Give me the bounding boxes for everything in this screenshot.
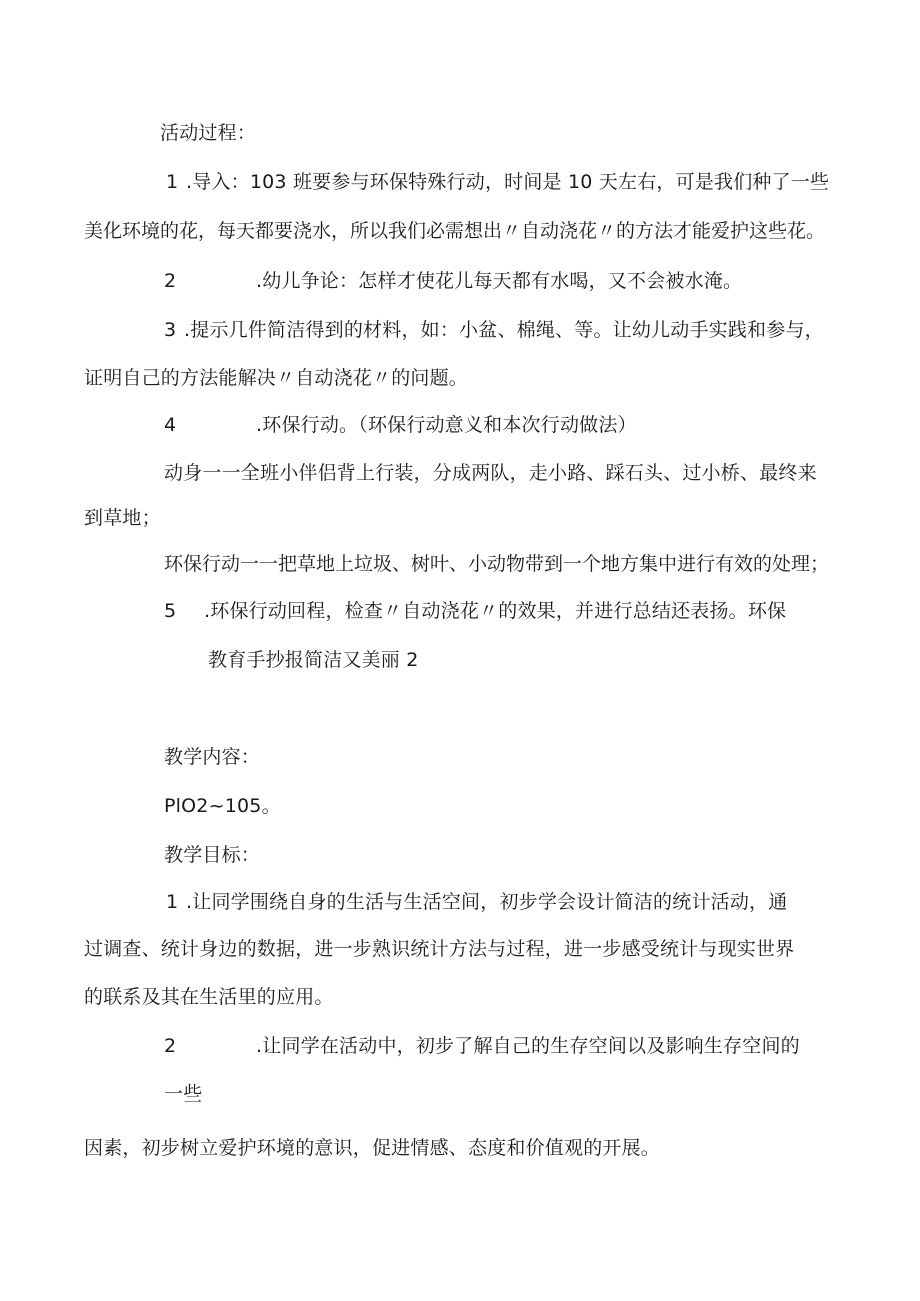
paragraph-line: 的联系及其在生活里的应用。: [84, 986, 334, 1008]
paragraph-line: .幼儿争论：怎样才使花儿每天都有水喝，又不会被水淹。: [256, 270, 743, 292]
paragraph-line: .环保行动回程，检查〃自动浇花〃的效果，并进行总结还表扬。环保: [204, 600, 787, 622]
teaching-content-value: PlO2~105。: [164, 795, 281, 817]
paragraph-line: 动身一一全班小伴侣背上行装，分成两队，走小路、踩石头、过小桥、最终来: [164, 462, 817, 484]
teaching-content-label: 教学内容：: [164, 746, 261, 768]
paragraph-line: .导入：103 班要参与环保特殊行动，时间是 10 天左右，可是我们种了一些: [186, 171, 830, 193]
paragraph-line: 因素，初步树立爱护环境的意识，促进情感、态度和价值观的开展。: [84, 1137, 661, 1159]
item-number: 1: [166, 171, 179, 193]
paragraph-line: .提示几件简洁得到的材料，如：小盆、棉绳、等。让幼儿动手实践和参与，: [184, 319, 824, 341]
subtitle: 教育手抄报简洁又美丽 2: [208, 649, 419, 671]
teaching-goal-label: 教学目标：: [164, 844, 261, 866]
paragraph-line: .让同学围绕自身的生活与生活空间，初步学会设计简洁的统计活动，通: [186, 891, 788, 913]
item-number: 2: [164, 1035, 177, 1057]
paragraph-line: 美化环境的花，每天都要浇水，所以我们必需想出〃自动浇花〃的方法才能爱护这些花。: [84, 220, 826, 242]
item-number: 2: [164, 270, 177, 292]
paragraph-line: 环保行动一一把草地上垃圾、树叶、小动物带到一个地方集中进行有效的处理；: [164, 553, 830, 575]
item-number: 5: [164, 600, 177, 622]
paragraph-line: 到草地；: [84, 507, 161, 529]
item-number: 3: [164, 319, 177, 341]
section-title-activity-process: 活动过程：: [160, 122, 257, 144]
paragraph-line: 证明自己的方法能解决〃自动浇花〃的问题。: [84, 367, 469, 389]
item-number: 1: [166, 891, 179, 913]
paragraph-line: 过调查、统计身边的数据，进一步熟识统计方法与过程，进一步感受统计与现实世界: [84, 938, 795, 960]
item-number: 4: [164, 414, 177, 436]
paragraph-line: .环保行动。（环保行动意义和本次行动做法）: [256, 414, 637, 436]
paragraph-line: 一些: [164, 1083, 203, 1105]
paragraph-line: .让同学在活动中，初步了解自己的生存空间以及影响生存空间的: [256, 1035, 800, 1057]
